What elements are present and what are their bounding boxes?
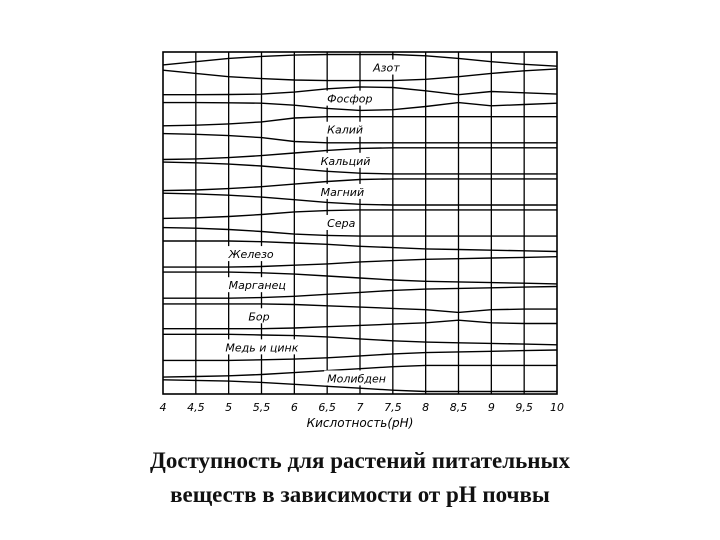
x-tick-label: 7,5 [384,401,402,414]
x-tick-label: 10 [550,401,564,414]
x-tick-label: 4,5 [187,401,205,414]
x-tick-label: 7 [356,401,364,414]
band-label: Медь и цинк [225,341,299,355]
band-label: Марганец [228,279,286,293]
band-label: Фосфор [327,92,373,106]
x-tick-label: 6,5 [318,401,336,414]
x-tick-label: 8,5 [449,401,468,414]
band-label: Сера [327,217,356,230]
x-tick-label: 8 [422,401,430,414]
band-label: Магний [320,185,365,199]
band-label: Молибден [327,372,386,386]
band-label: Железо [228,248,274,262]
band-label: Азот [373,61,400,75]
band-label: Бор [248,310,270,324]
x-tick-label: 5,5 [252,401,271,414]
x-tick-label: 5 [225,401,233,414]
band-label: Калий [327,123,364,137]
caption-line-1: Доступность для растений питательных [150,448,570,473]
x-tick-label: 9,5 [515,401,533,414]
band-label: Кальций [320,154,371,168]
x-tick-label: 9 [487,401,495,414]
chart-caption [0,444,720,512]
x-tick-label: 6 [290,401,298,414]
x-tick-label: 4 [159,401,167,414]
caption-line-2: веществ в зависимости от pH почвы [170,482,550,507]
x-axis-label: Кислотность(pH) [306,416,414,430]
